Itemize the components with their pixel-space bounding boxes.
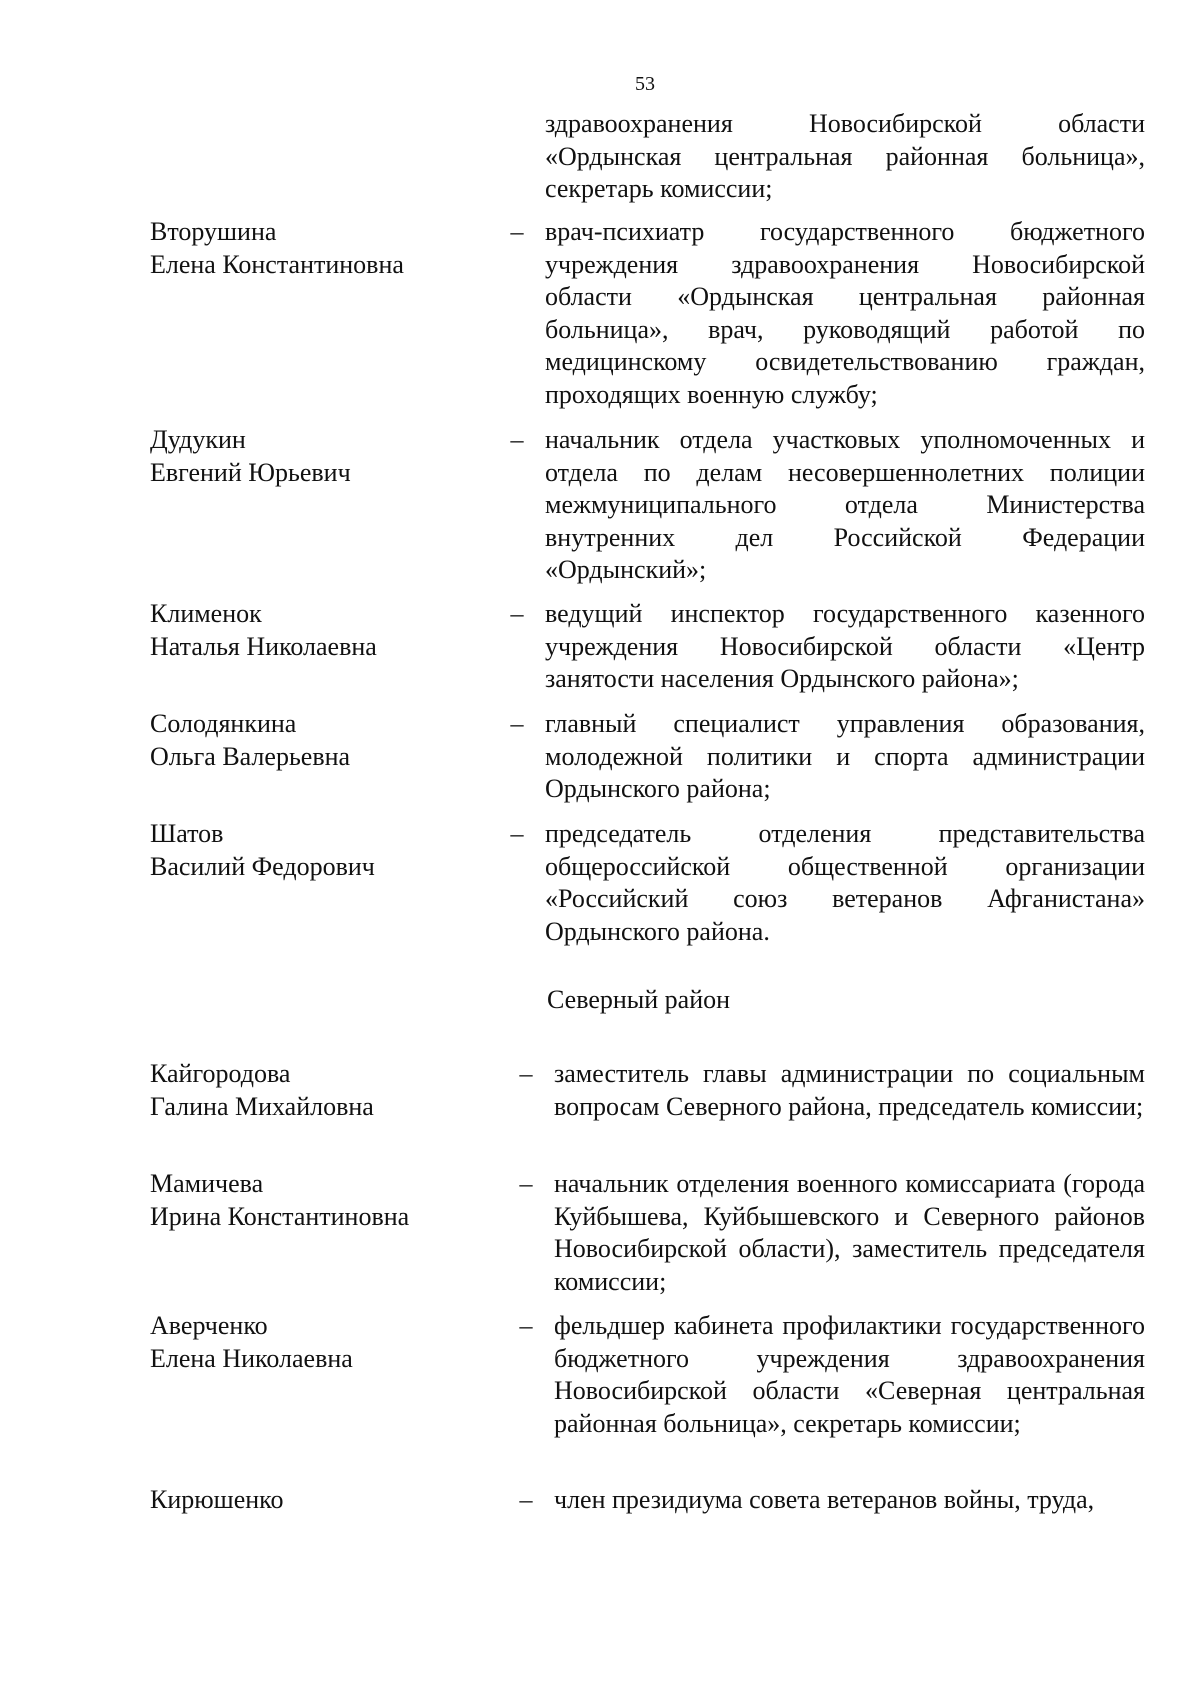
- member-name: [150, 1484, 490, 1517]
- member-role: главный специалист управления образования, молодежной политики и спорта администрации Ордынского района;: [545, 709, 1145, 804]
- member-role: фельдшер кабинета профилактики государственного бюджетного учреждения здравоохранения Новосибирской области «Северная центральная районная больница», секретарь комиссии;: [554, 1311, 1145, 1438]
- member-given-name: Ирина Константиновна: [150, 1201, 410, 1231]
- member-role: заместитель главы администрации по социальным вопросам Северного района, председатель комиссии;: [554, 1059, 1145, 1121]
- member-role: начальник отделения военного комиссариата (города Куйбышева, Куйбышевского и Северного районов Новосибирской области), заместитель председателя комиссии;: [554, 1169, 1145, 1296]
- member-surname: Мамичева: [150, 1169, 264, 1198]
- member-surname: Кирюшенко: [150, 1485, 284, 1514]
- dash-separator: –: [519, 1311, 533, 1340]
- page-number: 53: [635, 73, 655, 95]
- member-name: [150, 1310, 490, 1375]
- member-role: член президиума совета ветеранов войны, труда,: [554, 1485, 1095, 1514]
- member-name: [150, 216, 490, 281]
- member-surname: Дудукин: [150, 425, 246, 454]
- member-name: [150, 424, 490, 489]
- dash-separator: –: [510, 425, 524, 454]
- member-surname: Аверченко: [150, 1311, 268, 1340]
- member-given-name: Евгений Юрьевич: [150, 457, 351, 487]
- dash-separator: –: [519, 1059, 533, 1088]
- member-surname: Солодянкина: [150, 709, 297, 738]
- member-given-name: Василий Федорович: [150, 851, 375, 881]
- member-name: [150, 1168, 490, 1233]
- dash-separator: –: [519, 1169, 533, 1198]
- member-surname: Клименок: [150, 599, 262, 628]
- continuation-text: здравоохранения Новосибирской области «Ордынская центральная районная больница», секретарь комиссии;: [545, 109, 1145, 204]
- member-surname: Вторушина: [150, 217, 277, 246]
- member-role: председатель отделения представительства общероссийской общественной организации «Российский союз ветеранов Афганистана» Ордынского района.: [545, 819, 1145, 946]
- member-given-name: Наталья Николаевна: [150, 631, 377, 661]
- member-role: врач-психиатр государственного бюджетного учреждения здравоохранения Новосибирской области «Ордынская центральная районная больница», врач, руководящий работой по медицинскому освидетельствованию граждан, проходящих военную службу;: [545, 217, 1145, 409]
- member-given-name: Елена Николаевна: [150, 1343, 353, 1373]
- member-given-name: Елена Константиновна: [150, 249, 404, 279]
- dash-separator: –: [510, 819, 524, 848]
- member-surname: Шатов: [150, 819, 224, 848]
- dash-separator: –: [510, 599, 524, 628]
- member-name: [150, 1058, 490, 1123]
- member-role: начальник отдела участковых уполномоченных и отдела по делам несовершеннолетних полиции межмуниципального отдела Министерства внутренних дел Российской Федерации «Ордынский»;: [545, 425, 1145, 585]
- member-surname: Кайгородова: [150, 1059, 291, 1088]
- section-heading: Северный район: [547, 985, 731, 1014]
- member-given-name: Ольга Валерьевна: [150, 741, 351, 771]
- member-name: [150, 598, 490, 663]
- dash-separator: –: [519, 1485, 533, 1514]
- dash-separator: –: [510, 217, 524, 246]
- member-name: [150, 818, 490, 883]
- member-given-name: Галина Михайловна: [150, 1091, 374, 1121]
- member-role: ведущий инспектор государственного казенного учреждения Новосибирской области «Центр занятости населения Ордынского района»;: [545, 599, 1145, 694]
- dash-separator: –: [510, 709, 524, 738]
- member-name: [150, 708, 490, 773]
